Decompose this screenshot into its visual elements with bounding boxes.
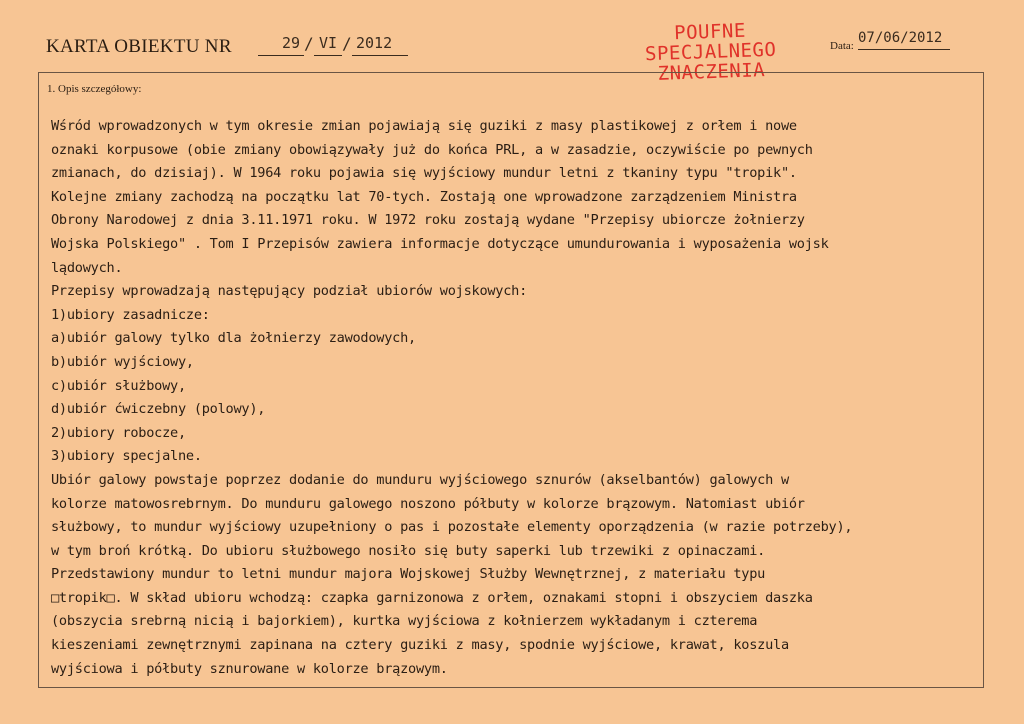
text-line: d)ubiór ćwiczebny (polowy),	[51, 401, 266, 418]
card-title: KARTA OBIEKTU NR	[46, 36, 232, 57]
text-line: 2)ubiory robocze,	[51, 424, 186, 441]
description-box	[38, 72, 984, 688]
text-line: Ubiór galowy powstaje poprzez dodanie do munduru wyjściowego sznurów (akselbantów) galowych w	[51, 471, 789, 488]
object-number-day: 29	[258, 34, 304, 56]
text-line: kolorze matowosrebrnym. Do munduru galowego noszono półbuty w kolorze brązowym. Natomiast ubiór	[51, 495, 805, 512]
text-line: Przepisy wprowadzają następujący podział ubiorów wojskowych:	[51, 283, 528, 300]
text-line: (obszycia srebrną nicią i bajorkiem), kurtka wyjściowa z kołnierzem wykładanym i czterema	[51, 613, 758, 630]
text-line: Wśród wprowadzonych w tym okresie zmian pojawiają się guziki z masy plastikowej z orłem i nowe	[51, 118, 797, 134]
object-number-separator: /	[304, 34, 314, 53]
section-label: 1. Opis szczegółowy:	[47, 83, 142, 95]
text-line: Kolejne zmiany zachodzą na początku lat 70-tych. Zostają one wprowadzone zarządzeniem Ministra	[51, 188, 797, 205]
text-line: Wojska Polskiego" . Tom I Przepisów zawiera informacje dotyczące umundurowania i wyposażenia wojsk	[51, 235, 829, 252]
stamp-line-1: POUFNE	[673, 19, 747, 45]
object-number-month: VI	[314, 34, 342, 56]
text-line: służbowy, to mundur wyjściowy uzupełniony o pas i pozostałe elementy oporządzenia (w razie potrzeby),	[51, 519, 853, 536]
text-line: □tropik□. W skład ubioru wchodzą: czapka garnizonowa z orłem, oznakami stopni i obszyciem daszka	[51, 589, 813, 606]
text-line: Przedstawiony mundur to letni mundur majora Wojskowej Służby Wewnętrznej, z materiału typu	[51, 566, 766, 583]
text-line: Obrony Narodowej z dnia 3.11.1971 roku. W 1972 roku zostają wydane "Przepisy ubiorcze żołnierzy	[51, 212, 805, 229]
text-line: w tym broń krótką. Do ubioru służbowego nosiło się buty saperki lub trzewiki z opinaczami.	[51, 542, 766, 559]
text-line: 3)ubiory specjalne.	[51, 448, 202, 465]
date-value: 07/06/2012	[858, 30, 950, 50]
text-line: a)ubiór galowy tylko dla żołnierzy zawodowych,	[51, 330, 416, 347]
text-line: oznaki korpusowe (obie zmiany obowiązywały już do końca PRL, a w zasadzie, oczywiście po pewnych	[51, 141, 813, 158]
text-line: 1)ubiory zasadnicze:	[51, 306, 210, 323]
text-line: wyjściowa i półbuty sznurowane w kolorze brązowym.	[51, 660, 448, 677]
text-line: c)ubiór służbowy,	[51, 377, 186, 394]
text-line: b)ubiór wyjściowy,	[51, 353, 194, 370]
description-text	[51, 115, 976, 681]
text-line: lądowych.	[51, 259, 123, 276]
object-number-separator-2: /	[342, 34, 352, 53]
object-number-year: 2012	[352, 34, 408, 56]
stamp-line-2: SPECJALNEGO	[644, 38, 777, 66]
text-line: kieszeniami zewnętrznymi zapinana na cztery guziki z masy, spodnie wyjściowe, krawat, koszula	[51, 637, 789, 654]
text-line: zmianach, do dzisiaj). W 1964 roku pojawia się wyjściowy mundur letni z tkaniny typu "tropik".	[51, 165, 797, 182]
date-label: Data:	[830, 40, 854, 52]
stamp-line-3: ZNACZENIA	[657, 59, 766, 85]
